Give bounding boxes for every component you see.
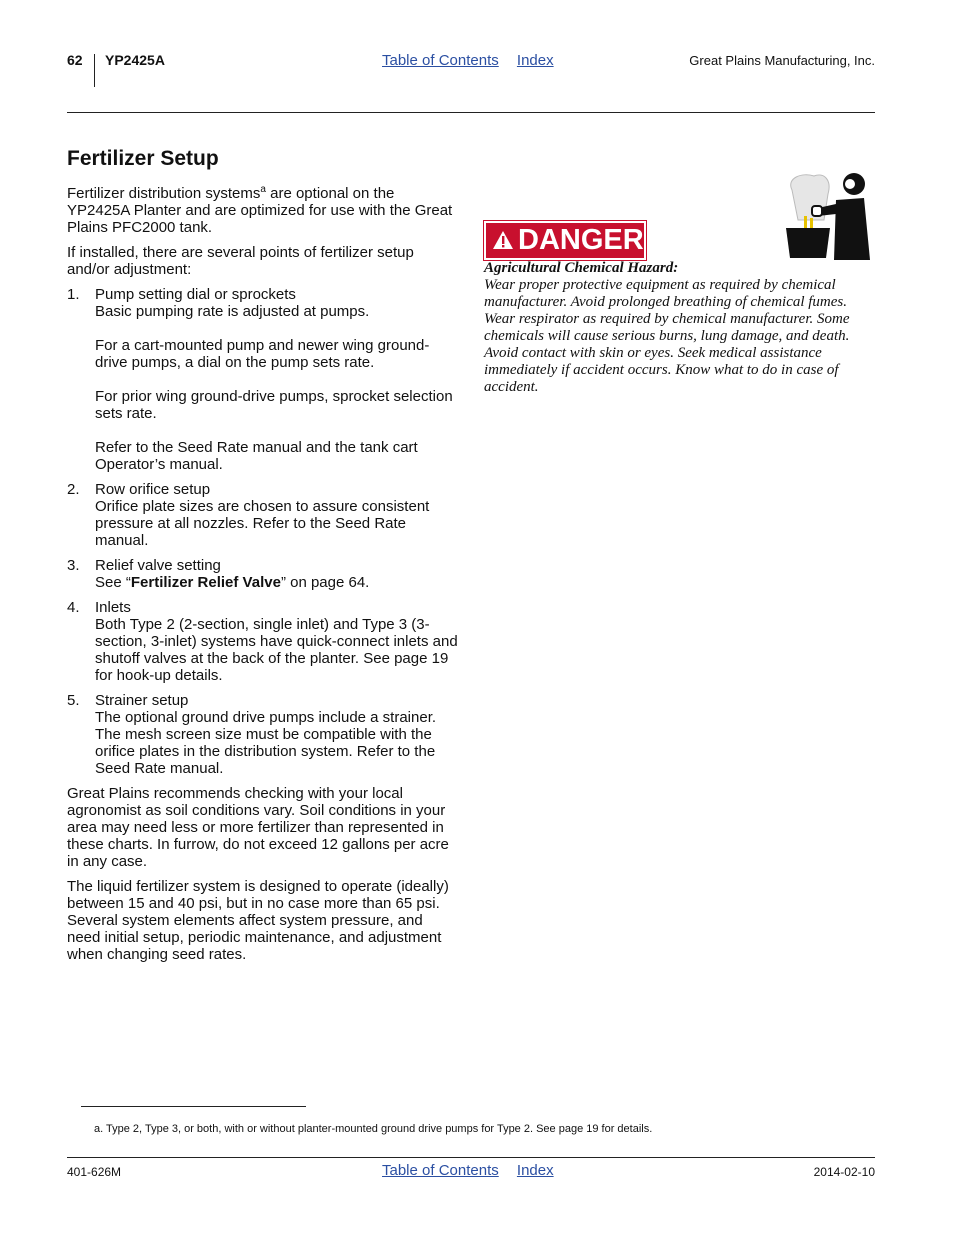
step-body: For prior wing ground-drive pumps, sprocket selection sets rate. [95,388,453,422]
intro-paragraph [67,185,459,236]
warning-triangle-icon [492,230,514,250]
doc-number: 401-626M [67,1165,122,1179]
footnote-marker[interactable]: a [260,184,266,195]
step-heading: Relief valve setting [95,557,221,574]
step-heading: Row orifice setup [95,481,211,498]
installed-paragraph: If installed, there are several points of fertilizer setup and/or adjustment: [67,244,414,278]
step-number: 3. [67,557,80,574]
cross-reference[interactable]: Fertilizer Relief Valve [130,574,281,591]
step-heading: Inlets [95,599,131,616]
list-item [67,599,459,684]
header-divider [94,54,95,87]
see-post: ” on page 64. [280,574,370,591]
hazard-title: Agricultural Chemical Hazard: [484,260,679,276]
step-number: 1. [67,286,80,303]
intro-text-post: are optional on the YP2425A Planter and are optimized for use with the Great Plains PFC2000 tank. [67,185,453,236]
step-number: 5. [67,692,80,709]
header-nav [382,52,554,69]
footer-nav [382,1162,554,1179]
see-pre: See “ [95,574,131,591]
header-rule [67,112,875,113]
toc-link-top[interactable]: Table of Contents [382,52,499,69]
section-title: Fertilizer Setup [67,147,219,170]
recommend-paragraph: Great Plains recommends checking with your local agronomist as soil conditions vary. Soil conditions in your area may need less or more fertilizer than represented in these charts. In furrow, do not exceed 12 gallons per acre in any case. [67,785,449,870]
danger-label: DANGER [518,224,644,256]
step-body: The optional ground drive pumps include a strainer. The mesh screen size must be compatible with the orifice plates in the distribution system. Refer to the Seed Rate manual. [95,709,437,777]
company-name: Great Plains Manufacturing, Inc. [689,53,875,68]
list-item [67,286,459,473]
step-body [95,574,459,591]
main-column [67,146,459,971]
setup-steps-list [67,286,459,777]
footnote-rule [81,1106,306,1107]
list-item [67,692,459,777]
step-number: 4. [67,599,80,616]
step-heading: Strainer setup [95,692,189,709]
danger-sign [484,221,646,260]
step-body: For a cart-mounted pump and newer wing ground-drive pumps, a dial on the pump sets rate. [95,337,430,371]
step-body: Basic pumping rate is adjusted at pumps. [95,303,370,320]
step-body: Orifice plate sizes are chosen to assure consistent pressure at all nozzles. Refer to the Seed Rate manual. [95,498,430,549]
index-link-top[interactable]: Index [516,52,554,69]
page-number: 62 [67,52,83,68]
hazard-body: Wear proper protective equipment as required by chemical manufacturer. Avoid prolonged breathing of chemical fumes. Wear respirator as required by chemical manufacturer. Some chemicals will cause serious burns, lung damage, and death. Avoid contact with skin or eyes. Seek medical assistance immediately if accident occurs. Know what to do in case of accident. [484,277,850,395]
step-number: 2. [67,481,80,498]
step-body: Refer to the Seed Rate manual and the tank cart Operator’s manual. [95,439,418,473]
list-item [67,557,459,591]
chemical-hazard-pictogram-icon [784,170,872,260]
footnote-text: a. Type 2, Type 3, or both, with or without planter-mounted ground drive pumps for Type 2. See page 19 for details. [94,1123,653,1135]
footer-rule [67,1157,875,1158]
step-body: Both Type 2 (2-section, single inlet) and Type 3 (3-section, 3-inlet) systems have quick-connect inlets and shutoff valves at the back of the planter. See page 19 for hook-up details. [95,616,458,684]
pressure-paragraph: The liquid fertilizer system is designed to operate (ideally) between 15 and 40 psi, but in no case more than 65 psi. Several system elements affect system pressure, and need initial setup, periodic maintenance, and adjustment when changing seed rates. [67,878,449,963]
intro-text-pre: Fertilizer distribution systems [67,185,261,202]
model-name: YP2425A [105,52,165,68]
list-item [67,481,459,549]
doc-date: 2014-02-10 [813,1165,875,1179]
hazard-message [484,260,874,396]
toc-link-bottom[interactable]: Table of Contents [382,1162,499,1179]
step-heading: Pump setting dial or sprockets [95,286,296,303]
index-link-bottom[interactable]: Index [516,1162,554,1179]
